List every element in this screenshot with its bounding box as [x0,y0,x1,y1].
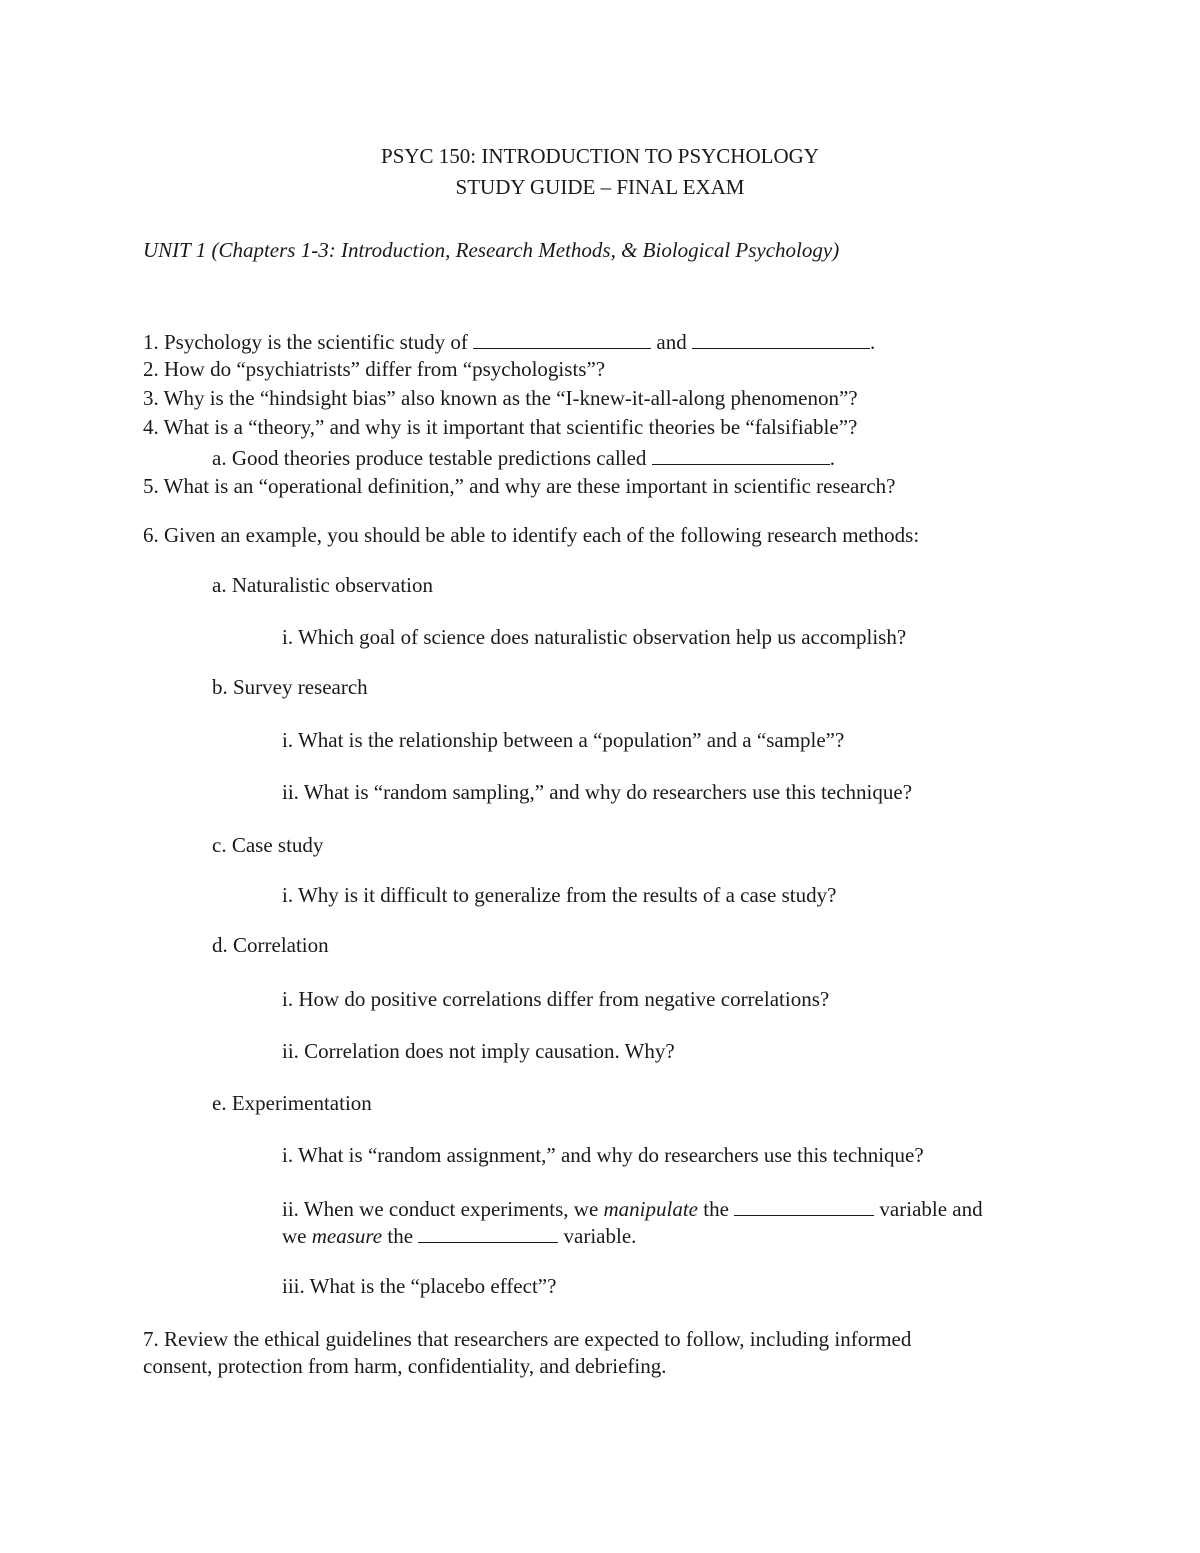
emphasis-manipulate: manipulate [603,1197,699,1221]
question-7-line-2: consent, protection from harm, confidentiality, and debriefing. [143,1354,667,1378]
method-question: i. How do positive correlations differ from negative correlations? [282,987,830,1011]
question-4a-text: a. Good theories produce testable predictions called [212,446,647,470]
question-1-and: and [656,330,687,354]
question-4: 4. What is a “theory,” and why is it important that scientific theories be “falsifiable”? [143,415,858,439]
method-question-fill-in [282,1197,983,1220]
fill-in-text: the [387,1224,414,1248]
method-question: ii. Correlation does not imply causation. Why? [282,1039,675,1063]
question-3: 3. Why is the “hindsight bias” also known as the “I-knew-it-all-along phenomenon”? [143,386,858,410]
method-correlation: d. Correlation [212,933,329,957]
question-1 [143,330,875,353]
answer-blank [734,1197,874,1216]
question-2: 2. How do “psychiatrists” differ from “psychologists”? [143,357,606,381]
answer-blank [418,1224,558,1243]
method-naturalistic-observation: a. Naturalistic observation [212,573,434,597]
question-1-text: 1. Psychology is the scientific study of [143,330,468,354]
method-question: iii. What is the “placebo effect”? [282,1274,557,1298]
unit-heading: UNIT 1 (Chapters 1-3: Introduction, Research Methods, & Biological Psychology) [143,238,840,262]
emphasis-measure: measure [311,1224,383,1248]
question-5: 5. What is an “operational definition,” and why are these important in scientific research? [143,474,896,498]
method-question: i. What is “random assignment,” and why do researchers use this technique? [282,1143,924,1167]
fill-in-text: we [282,1224,307,1248]
method-experimentation: e. Experimentation [212,1091,372,1115]
method-question: i. What is the relationship between a “population” and a “sample”? [282,728,845,752]
method-question: ii. What is “random sampling,” and why do researchers use this technique? [282,780,913,804]
document-subtitle: STUDY GUIDE – FINAL EXAM [455,175,745,199]
document-title: PSYC 150: INTRODUCTION TO PSYCHOLOGY [381,144,819,168]
answer-blank [692,330,870,349]
question-1-period: . [869,330,876,354]
answer-blank [473,330,651,349]
method-question: i. Which goal of science does naturalistic observation help us accomplish? [282,625,907,649]
answer-blank [652,446,830,465]
fill-in-text: ii. When we conduct experiments, we [282,1197,599,1221]
question-4a-period: . [829,446,835,470]
question-7-line-1: 7. Review the ethical guidelines that researchers are expected to follow, including informed [143,1327,912,1351]
question-4a [212,446,835,469]
fill-in-text: variable and [879,1197,983,1221]
question-6: 6. Given an example, you should be able to identify each of the following research methods: [143,523,920,547]
method-question: i. Why is it difficult to generalize from the results of a case study? [282,883,837,907]
method-case-study: c. Case study [212,833,324,857]
fill-in-text: the [703,1197,729,1221]
method-question-fill-in-cont [282,1224,636,1247]
fill-in-text: variable. [563,1224,637,1248]
method-survey-research: b. Survey research [212,675,368,699]
